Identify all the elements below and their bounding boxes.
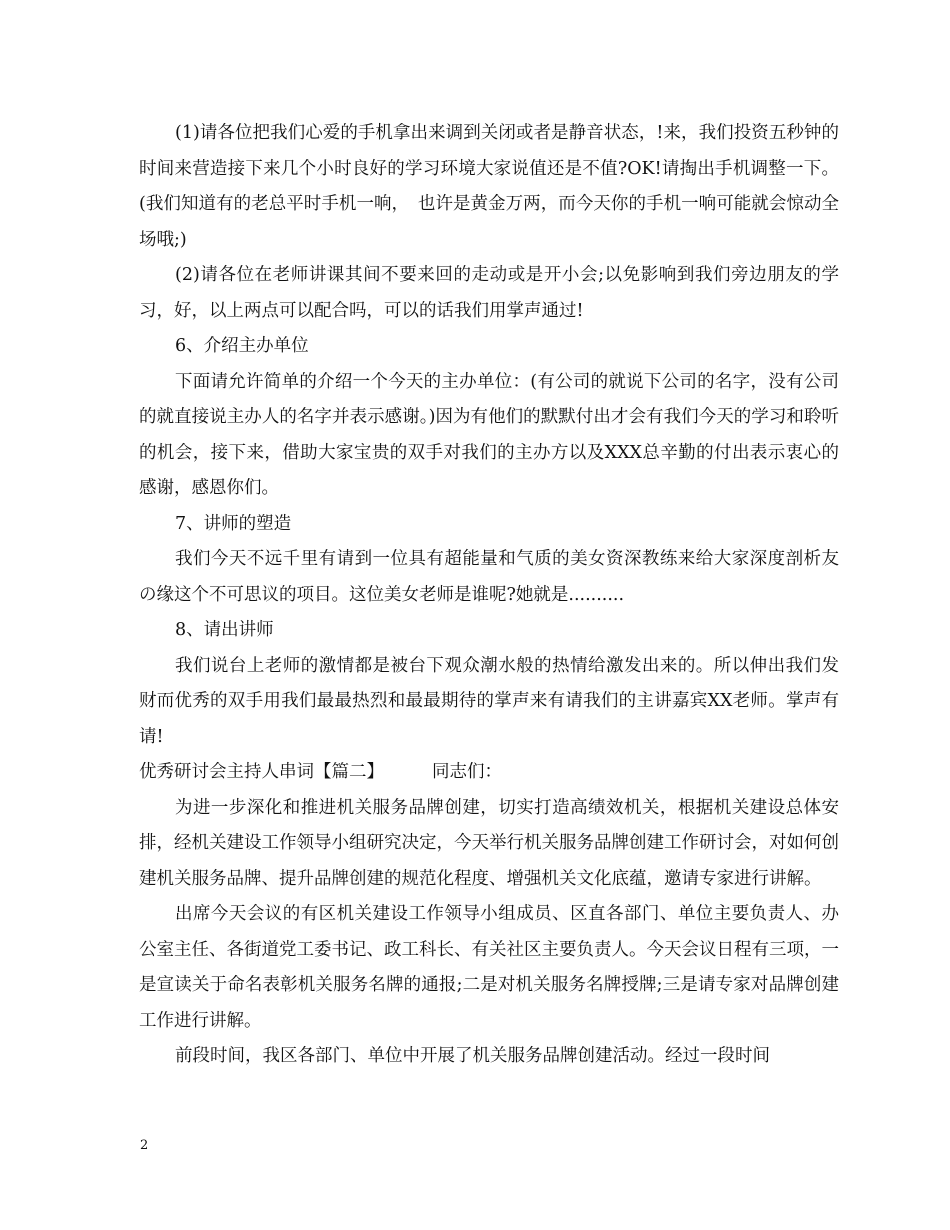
paragraph-brand-activity: 前段时间，我区各部门、单位中开展了机关服务品牌创建活动。经过一段时间 — [175, 1046, 770, 1066]
section-heading-host-unit: 6、介绍主办单位 — [175, 336, 309, 356]
section-heading-invite-lecturer: 8、请出讲师 — [175, 620, 274, 640]
paragraph-host-unit: 下面请允许简单的介绍一个今天的主办单位：(有公司的就说下公司的名字，没有公司的就直接说主办人的名字并表示感谢。)因为有他们的默默付出才会有我们今天的学习和聆听的机会，接下来，借助大家宝贵的双手对我们的主办方以及XXX总辛勤的付出表示衷心的感谢，感恩你们。 — [139, 371, 839, 498]
article-heading-line — [139, 755, 839, 791]
greeting: 同志们： — [432, 762, 502, 782]
paragraph-phone-silence: (1)请各位把我们心爱的手机拿出来调到关闭或者是静音状态，!来，我们投资五秒钟的时间来营造接下来几个小时良好的学习环境大家说值还是不值?OK!请掏出手机调整一下。(我们知道有的老总平时手机一响， 也许是黄金万两，而今天你的手机一响可能就会惊动全场哦;) — [139, 123, 839, 250]
paragraph-invite-lecturer: 我们说台上老师的激情都是被台下观众潮水般的热情给激发出来的。所以伸出我们发财而优秀的双手用我们最最热烈和最最期待的掌声来有请我们的主讲嘉宾XX老师。掌声有请! — [139, 655, 839, 747]
page-number: 2 — [140, 1138, 149, 1153]
section-heading-lecturer-shaping: 7、讲师的塑造 — [175, 513, 292, 534]
paragraph-attendees-agenda: 出席今天会议的有区机关建设工作领导小组成员、区直各部门、单位主要负责人、办公室主任、各街道党工委书记、政工科长、有关社区主要负责人。今天会议日程有三项，一是宣读关于命名表彰机关服务名牌的通报;二是对机关服务名牌授牌;三是请专家对品牌创建工作进行讲解。 — [139, 904, 839, 1031]
article-title: 优秀研讨会主持人串词【篇二】 — [139, 762, 384, 782]
paragraph-lecturer-shaping: 我们今天不远千里有请到一位具有超能量和气质的美女资深教练来给大家深度剖析友の缘这个不可思议的项目。这位美女老师是谁呢?她就是.......... — [139, 549, 839, 605]
document-body — [139, 116, 839, 1075]
paragraph-brand-seminar: 为进一步深化和推进机关服务品牌创建，切实打造高绩效机关，根据机关建设总体安排，经机关建设工作领导小组研究决定，今天举行机关服务品牌创建工作研讨会，对如何创建机关服务品牌、提升品牌创建的规范化程度、增强机关文化底蕴，邀请专家进行讲解。 — [139, 797, 839, 889]
paragraph-no-walking: (2)请各位在老师讲课其间不要来回的走动或是开小会;以免影响到我们旁边朋友的学习，好，以上两点可以配合吗，可以的话我们用掌声通过! — [139, 265, 839, 321]
